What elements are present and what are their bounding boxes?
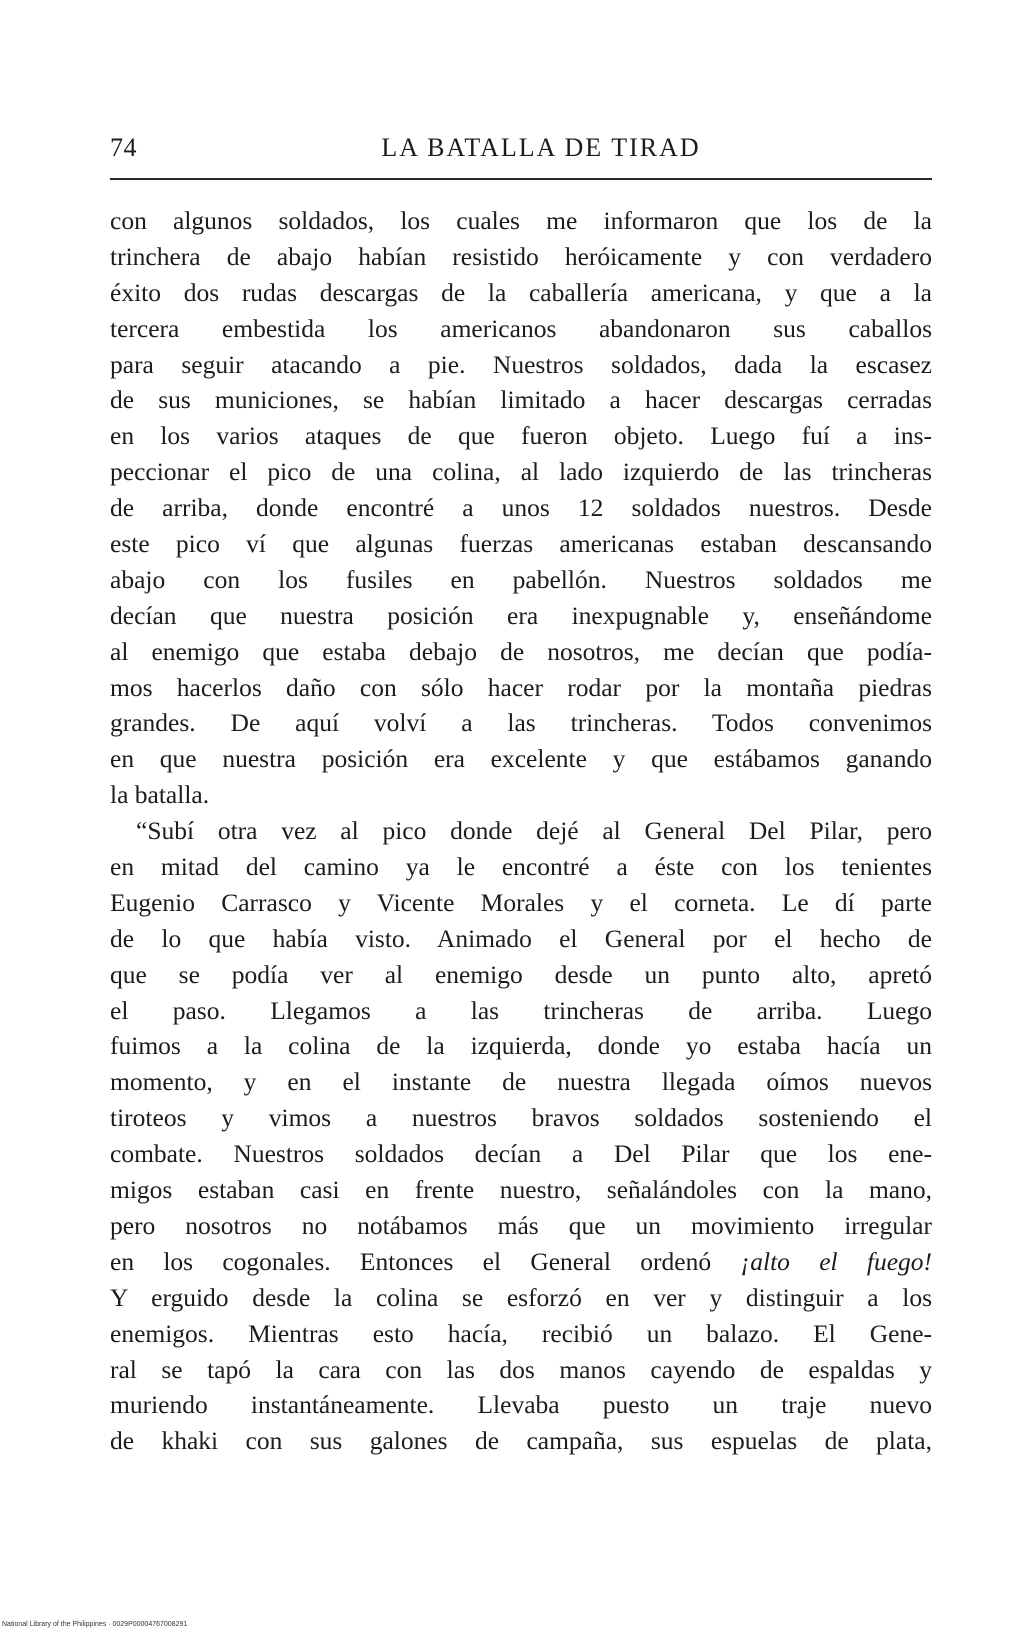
running-title: LA BATALLA DE TIRAD — [381, 133, 701, 162]
text-line: grandes. De aquí volví a las trincheras. Todos convenimos — [110, 708, 932, 738]
text-line: que se podía ver al enemigo desde un punto alto, apretó — [110, 959, 932, 989]
text-line: momento, y en el instante de nuestra llegada oímos nuevos — [110, 1067, 932, 1097]
text-line-paragraph-end: la batalla. — [110, 780, 210, 810]
text-line: enemigos. Mientras esto hacía, recibió un balazo. El Gene- — [110, 1318, 932, 1348]
text-line: peccionar el pico de una colina, al lado izquierdo de las trincheras — [110, 457, 932, 487]
text-line-with-italic — [110, 1244, 932, 1280]
text-line: Eugenio Carrasco y Vicente Morales y el corneta. Le dí parte — [110, 887, 932, 917]
text-line: muriendo instantáneamente. Llevaba puesto un traje nuevo — [110, 1390, 932, 1420]
text-line: fuimos a la colina de la izquierda, donde yo estaba hacía un — [110, 1031, 932, 1061]
text-line: en los varios ataques de que fueron objeto. Luego fuí a ins- — [110, 421, 932, 451]
text-line: de khaki con sus galones de campaña, sus espuelas de plata, — [110, 1426, 932, 1456]
text-line: tercera embestida los americanos abandonaron sus caballos — [110, 313, 932, 343]
text-line: combate. Nuestros soldados decían a Del Pilar que los ene- — [110, 1139, 932, 1169]
text-line: al enemigo que estaba debajo de nosotros, me decían que podía- — [110, 636, 932, 666]
text-line: de arriba, donde encontré a unos 12 soldados nuestros. Desde — [110, 493, 932, 523]
italic-exclamation: ¡alto el fuego! — [740, 1246, 932, 1276]
text-line: Y erguido desde la colina se esforzó en ver y distinguir a los — [110, 1282, 932, 1312]
text-line: en mitad del camino ya le encontré a éste con los tenientes — [110, 852, 932, 882]
text-fragment: en los cogonales. Entonces el General ordenó — [110, 1246, 741, 1276]
text-line: pero nosotros no notábamos más que un movimiento irregular — [110, 1210, 932, 1240]
text-line: en que nuestra posición era excelente y que estábamos ganando — [110, 744, 932, 774]
text-line: ral se tapó la cara con las dos manos cayendo de espaldas y — [110, 1354, 932, 1384]
scan-credit: National Library of the Philippines · 0029P00004767008291 — [2, 1621, 188, 1628]
text-line: de lo que había visto. Animado el General por el hecho de — [110, 923, 932, 953]
text-line: mos hacerlos daño con sólo hacer rodar por la montaña piedras — [110, 672, 932, 702]
header-rule — [110, 178, 932, 180]
running-head — [110, 130, 932, 166]
text-line: tiroteos y vimos a nuestros bravos soldados sosteniendo el — [110, 1103, 932, 1133]
text-line: para seguir atacando a pie. Nuestros soldados, dada la escasez — [110, 349, 932, 379]
text-line: este pico ví que algunas fuerzas americanas estaban descansando — [110, 529, 932, 559]
text-line-paragraph-start: “Subí otra vez al pico donde dejé al General Del Pilar, pero — [136, 816, 932, 846]
text-line: éxito dos rudas descargas de la caballería americana, y que a la — [110, 277, 932, 307]
text-line: con algunos soldados, los cuales me informaron que los de la — [110, 206, 932, 235]
text-line: decían que nuestra posición era inexpugnable y, enseñándome — [110, 600, 932, 630]
text-line: migos estaban casi en frente nuestro, señalándoles con la mano, — [110, 1175, 932, 1205]
page-number: 74 — [110, 133, 137, 162]
text-line: trinchera de abajo habían resistido heróicamente y con verdadero — [110, 241, 932, 271]
body-text — [110, 203, 932, 1459]
text-line: el paso. Llegamos a las trincheras de arriba. Luego — [110, 995, 932, 1025]
text-line: de sus municiones, se habían limitado a hacer descargas cerradas — [110, 385, 932, 415]
text-line: abajo con los fusiles en pabellón. Nuestros soldados me — [110, 564, 932, 594]
